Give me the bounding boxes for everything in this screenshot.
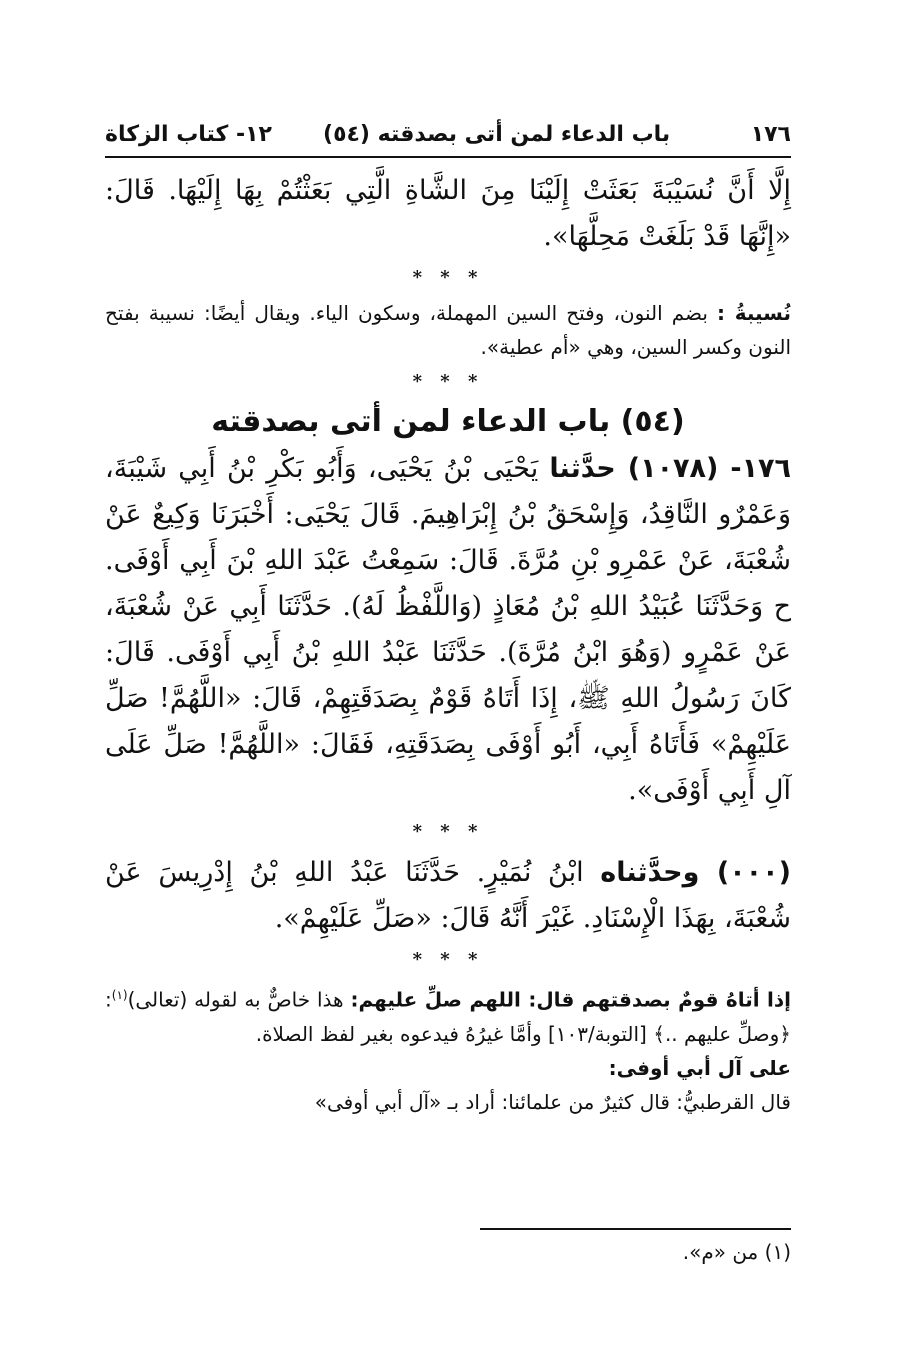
header-book-title: ١٢- كتاب الزكاة xyxy=(105,122,272,147)
commentary3-term: على آل أبي أوفى: xyxy=(608,1055,791,1080)
hadith-continuation: إِلَّا أَنَّ نُسَيْبَةَ بَعَثَتْ إِلَيْنَا مِنَ الشَّاةِ الَّتِي بَعَثْتُمْ بِهَا إِلَيْهَا. قَالَ: «إِنَّهَا قَدْ بَلَغَتْ مَحِلَّهَا». xyxy=(105,175,791,252)
footnote-rule xyxy=(480,1228,791,1230)
separator-4: * * * xyxy=(412,949,484,970)
commentary-term: نُسيبةُ : xyxy=(717,301,792,325)
commentary3-text: قال القرطبيُّ: قال كثيرٌ من علمائنا: أراد بـ «آل أبي أوفى» xyxy=(314,1089,791,1114)
hadith-text: يَحْيَى بْنُ يَحْيَى، وَأَبُو بَكْرِ بْنُ أَبِي شَيْبَةَ، وَعَمْرٌو النَّاقِدُ، وَإِسْحَقُ بْنُ إِبْرَاهِيمَ. قَالَ يَحْيَى: أَخْبَرَنَا وَكِيعٌ عَنْ شُعْبَةَ، عَنْ عَمْرِو بْنِ مُرَّةَ. قَالَ: سَمِعْتُ عَبْدَ اللهِ بْنَ أَبِي أَوْفَى. ح وَحَدَّثَنَا عُبَيْدُ اللهِ بْنُ مُعَاذٍ (وَاللَّفْظُ لَهُ). حَدَّثَنَا أَبِي عَنْ شُعْبَةَ، عَنْ عَمْرٍو (وَهُوَ ابْنُ مُرَّةَ). حَدَّثَنَا عَبْدُ اللهِ بْنُ أَبِي أَوْفَى. قَالَ: كَانَ رَسُولُ اللهِ ﷺ، إِذَا أَتَاهُ قَوْمٌ بِصَدَقَتِهِمْ، قَالَ: «اللَّهُمَّ! صَلِّ عَلَيْهِمْ» فَأَتَاهُ أَبِي، أَبُو أَوْفَى بِصَدَقَتِهِ، فَقَالَ: «اللَّهُمَّ! صَلِّ عَلَى آلِ أَبِي أَوْفَى». xyxy=(105,453,791,806)
commentary3-heading xyxy=(105,1051,791,1085)
page-body xyxy=(105,168,791,1119)
hadith2-number: (٠٠٠) وحدَّثناه xyxy=(600,857,791,888)
hadith-number: ١٧٦- (١٠٧٨) حدَّثنا xyxy=(549,453,792,484)
commentary2-term: إذا أتاهُ قومٌ بصدقتهم قال: اللهم صلِّ عليهم: xyxy=(350,987,792,1012)
hadith-176 xyxy=(105,446,791,814)
commentary2-text-a: هذا خاصٌّ به لقوله (تعالى) xyxy=(127,987,344,1012)
footnote-marker: (١) xyxy=(111,988,128,1002)
running-header xyxy=(105,120,791,158)
commentary2-text-b: : ﴿وصلِّ عليهم ..﴾ [التوبة/١٠٣] وأمَّا غيرُهُ فيدعوه بغير لفظ الصلاة. xyxy=(105,987,791,1046)
header-section-title: (٥٤) باب الدعاء لمن أتى بصدقته xyxy=(323,122,671,147)
hadith-000 xyxy=(105,850,791,942)
page-number: ١٧٦ xyxy=(750,122,791,147)
commentary-prayer xyxy=(105,978,791,1051)
chapter-title: (٥٤) باب الدعاء لمن أتى بصدقته xyxy=(211,404,685,439)
commentary-text: بضم النون، وفتح السين المهملة، وسكون الياء. ويقال أيضًا: نسيبة بفتح النون وكسر السين، وهي «أم عطية». xyxy=(105,301,791,359)
footnote: (١) من «م». xyxy=(682,1240,791,1264)
commentary-nusaybah xyxy=(105,296,791,364)
separator-2: * * * xyxy=(412,371,484,392)
separator-1: * * * xyxy=(412,267,484,288)
hadith2-text: ابْنُ نُمَيْرٍ. حَدَّثَنَا عَبْدُ اللهِ بْنُ إِدْرِيسَ عَنْ شُعْبَةَ، بِهَذَا الْإِسْنَادِ. غَيْرَ أَنَّهُ قَالَ: «صَلِّ عَلَيْهِمْ». xyxy=(105,857,791,934)
separator-3: * * * xyxy=(412,821,484,842)
